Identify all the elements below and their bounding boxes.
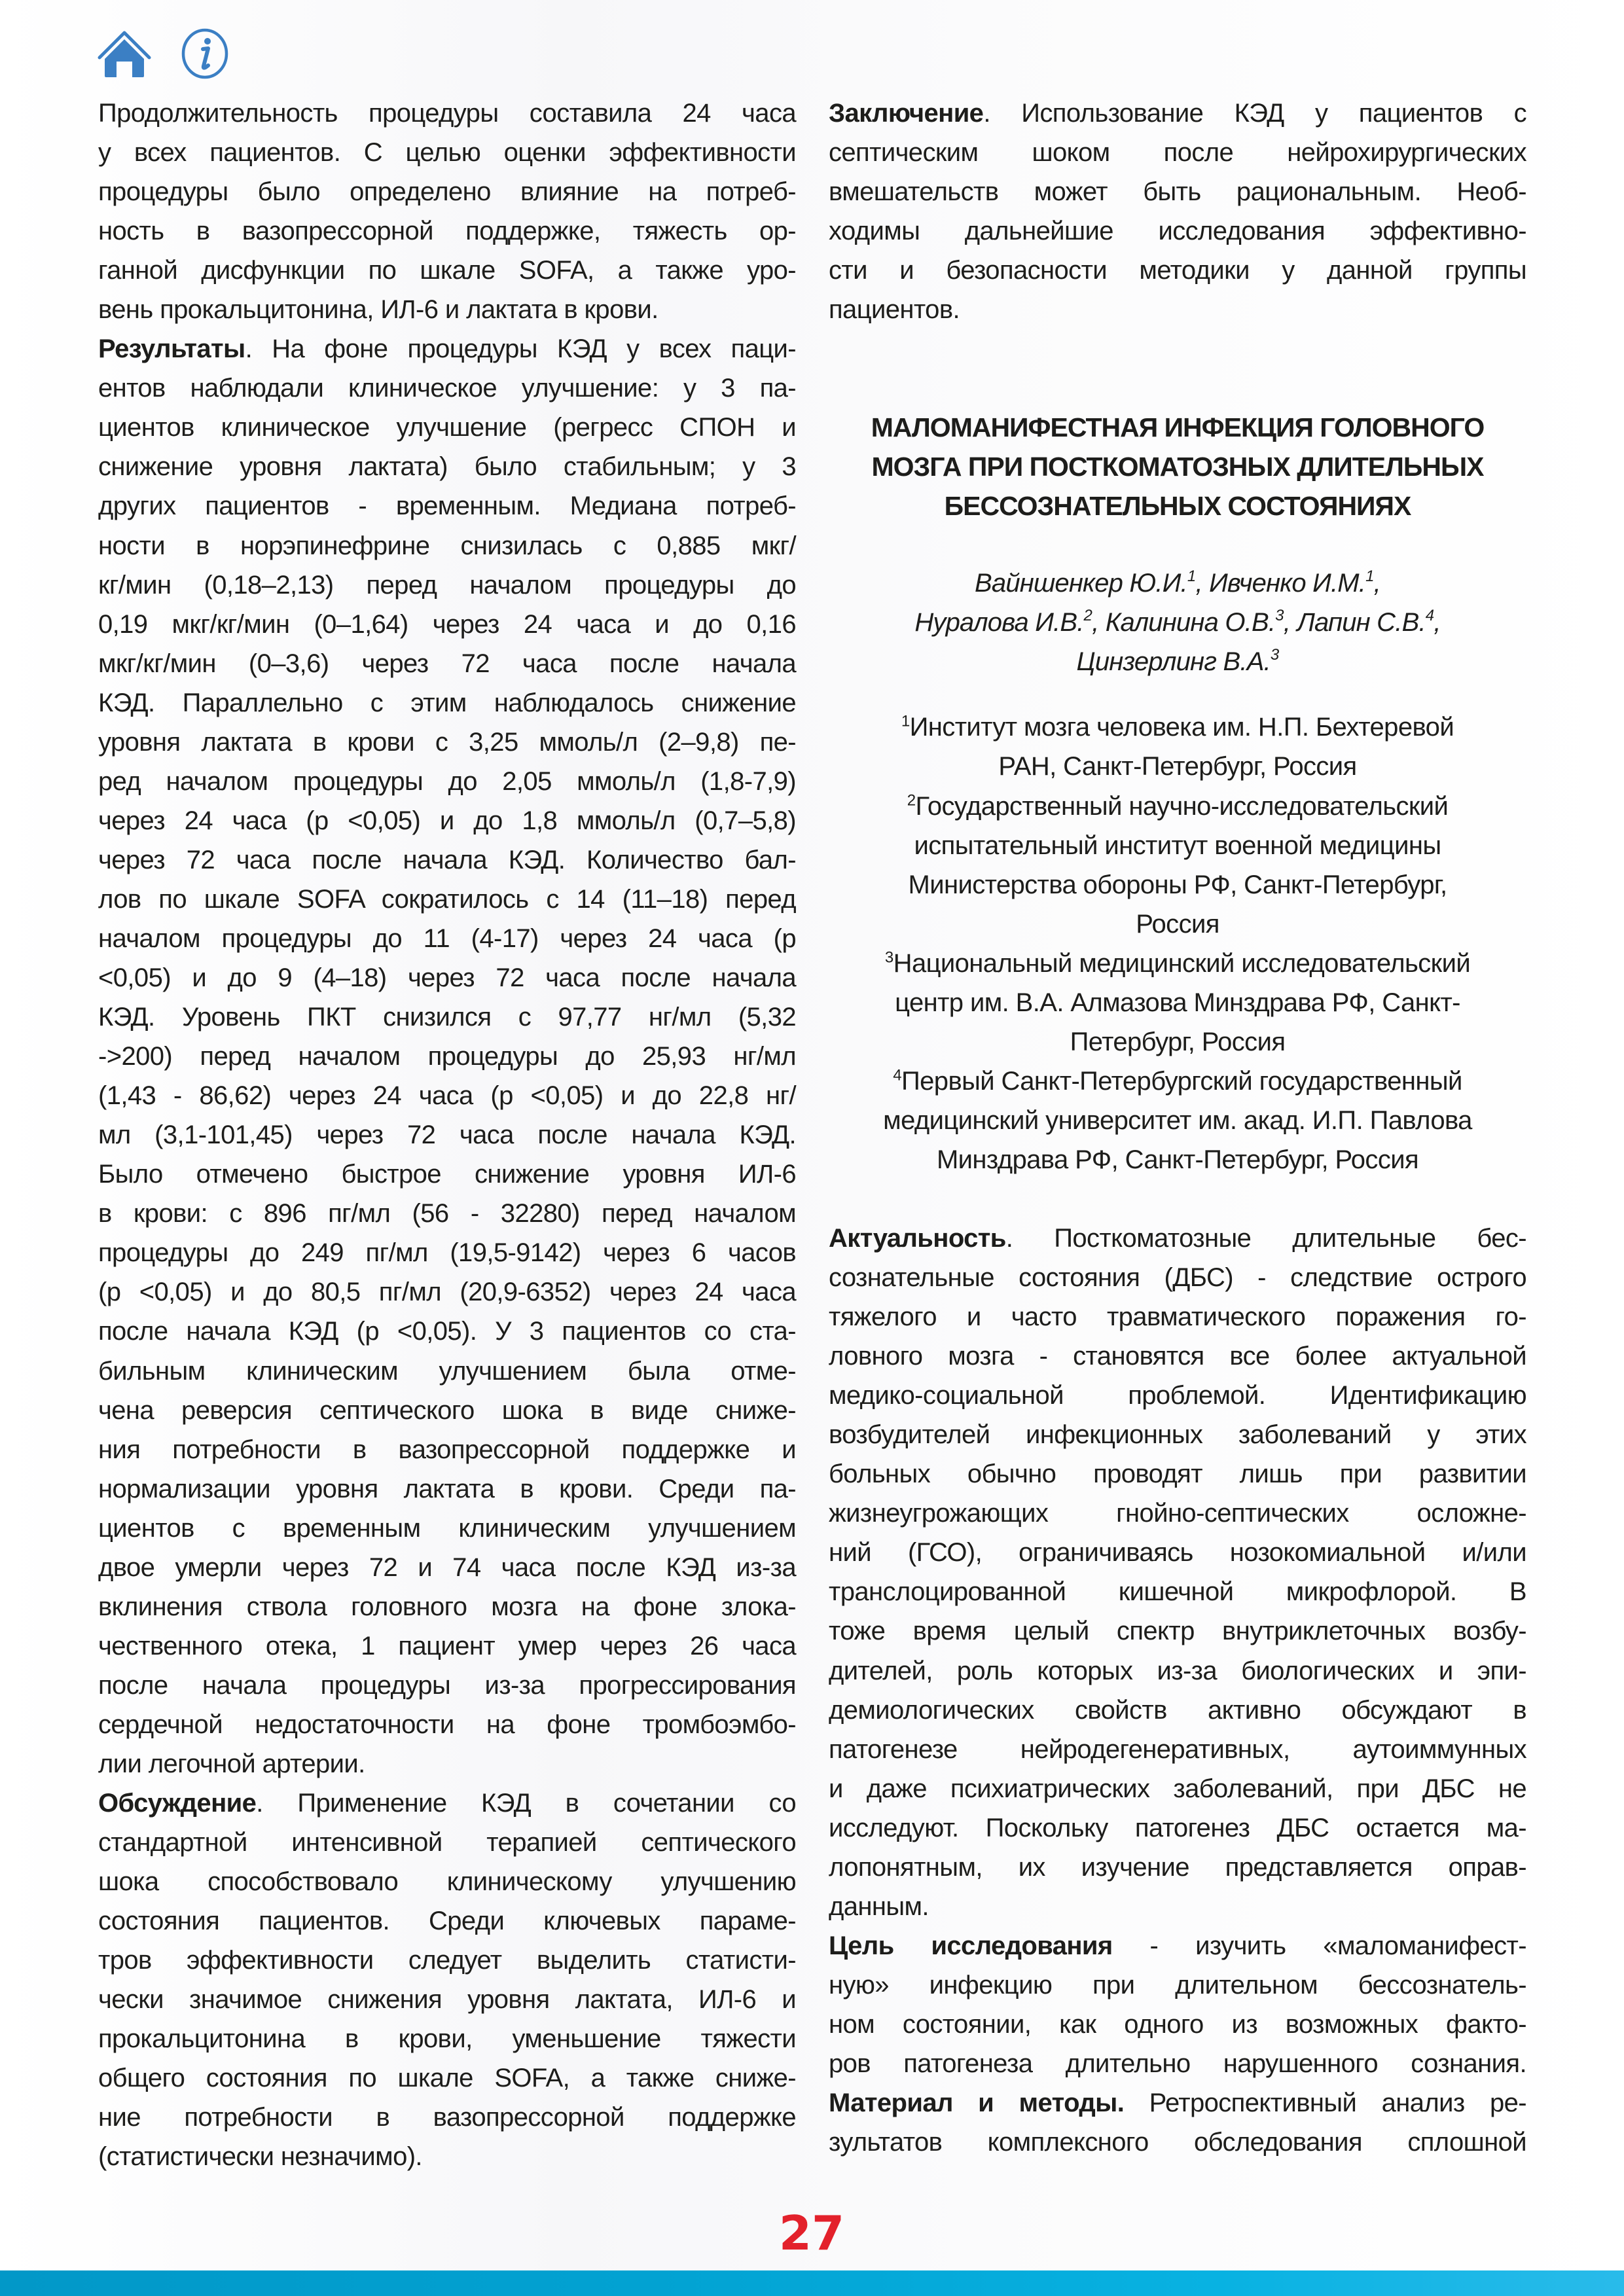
author-line — [829, 642, 1526, 681]
text-line: сердечной недостаточности на фоне тромбоэмбо- — [98, 1710, 796, 1739]
affiliation-text: Минздрава РФ, Санкт-Петербург, Россия — [936, 1145, 1419, 1174]
left-column — [98, 94, 796, 2176]
text-line: вклинения ствола головного мозга на фоне злока- — [98, 1592, 796, 1621]
text-line: бильным клиническим улучшением была отме- — [98, 1356, 796, 1386]
title-line: МАЛОМАНИФЕСТНАЯ ИНФЕКЦИЯ ГОЛОВНОГО — [871, 412, 1485, 443]
text-line: процедуры было определено влияние на потреб- — [98, 177, 796, 207]
article-body — [829, 1219, 1526, 2162]
author-line — [829, 564, 1526, 603]
text-line: общего состояния по шкале SOFA, а также сниже- — [98, 2064, 796, 2093]
text-line: ров патогенеза длительно нарушенного сознания. — [829, 2049, 1526, 2078]
text-line: прокальцитонина в крови, уменьшение тяжести — [98, 2024, 796, 2054]
text-line: <0,05) и до 9 (4–18) через 72 часа после начала — [98, 963, 796, 993]
section-heading: Актуальность — [829, 1223, 1006, 1253]
text-line: возбудителей инфекционных заболеваний у этих — [829, 1420, 1526, 1450]
affiliation-number: 2 — [907, 791, 916, 810]
affiliation-line — [829, 787, 1526, 826]
text-line: ловного мозга - становятся все более актуальной — [829, 1342, 1526, 1371]
text-line: мкг/кг/мин (0–3,6) через 72 часа после начала — [98, 649, 796, 678]
text-run: . На фоне процедуры КЭД у всех паци- — [245, 334, 796, 364]
text-line: в крови: с 896 пг/мл (56 - 32280) перед началом — [98, 1199, 796, 1229]
affiliation-text: центр им. В.А. Алмазова Минздрава РФ, Санкт- — [895, 988, 1460, 1017]
text-line — [829, 1926, 1526, 1965]
text-run: . Применение КЭД в сочетании со — [256, 1789, 796, 1818]
text-line: ходимы дальнейшие исследования эффективно- — [829, 217, 1526, 246]
page-number: 27 — [778, 2206, 845, 2261]
text-line: началом процедуры до 11 (4-17) через 24 часа (p — [98, 924, 796, 953]
right-column — [829, 94, 1526, 2162]
text-line: ную» инфекцию при длительном бессознатель- — [829, 1970, 1526, 2000]
author-name: Вайншенкер Ю.И. — [975, 569, 1187, 598]
text-line: транслоцированной кишечной микрофлорой. В — [829, 1577, 1526, 1607]
title-line: БЕССОЗНАТЕЛЬНЫХ СОСТОЯНИЯХ — [944, 491, 1411, 522]
text-line: ния потребности в вазопрессорной поддержке и — [98, 1435, 796, 1464]
affiliation-text: Государственный научно-исследовательский — [915, 791, 1449, 821]
text-line: через 24 часа (p <0,05) и до 1,8 ммоль/л (0,7–5,8) — [98, 806, 796, 835]
text-line: чественного отека, 1 пациент умер через 26 часа — [98, 1631, 796, 1660]
affiliation-text: Министерства обороны РФ, Санкт-Петербург, — [908, 870, 1447, 899]
affiliation-line — [829, 747, 1526, 786]
text-line: мл (3,1-101,45) через 72 часа после начала КЭД. — [98, 1121, 796, 1150]
text-line: (1,43 - 86,62) через 24 часа (p <0,05) и до 22,8 нг/ — [98, 1081, 796, 1111]
article-title — [829, 408, 1526, 526]
affiliation-text: Первый Санкт-Петербургский государственный — [901, 1066, 1462, 1096]
text-line: вень прокальцитонина, ИЛ-6 и лактата в крови. — [98, 295, 659, 325]
affiliation-marker: 4 — [1425, 607, 1434, 624]
text-line: лии легочной артерии. — [98, 1749, 365, 1778]
info-icon[interactable] — [179, 28, 230, 82]
affiliation-text: Институт мозга человека им. Н.П. Бехтеревой — [909, 713, 1454, 742]
separator: , — [1434, 608, 1441, 637]
text-line: тров эффективности следует выделить статисти- — [98, 1946, 796, 1975]
text-line: уровня лактата в крови с 3,25 ммоль/л (2–9,8) пе- — [98, 727, 796, 757]
conclusion-section — [829, 94, 1526, 329]
affiliation-line — [829, 1140, 1526, 1179]
text-line: ганной дисфункции по шкале SOFA, а также уро- — [98, 256, 796, 285]
text-line: ред началом процедуры до 2,05 ммоль/л (1,8-7,9) — [98, 766, 796, 796]
affiliation-number: 4 — [893, 1066, 901, 1085]
section-heading: Результаты — [98, 334, 245, 364]
text-line: демиологических свойств активно обсуждают в — [829, 1695, 1526, 1725]
affiliation-text: медицинский университет им. акад. И.П. Павлова — [883, 1105, 1472, 1135]
affiliation-text: Национальный медицинский исследовательский — [893, 948, 1471, 978]
author-name: Лапин С.В. — [1297, 608, 1426, 637]
text-line: кг/мин (0,18–2,13) перед началом процедуры до — [98, 570, 796, 600]
text-line — [829, 2083, 1526, 2123]
text-line — [829, 94, 1526, 133]
author-name: Калинина О.В. — [1105, 608, 1276, 637]
home-icon[interactable] — [97, 29, 152, 82]
text-line: КЭД. Параллельно с этим наблюдалось снижение — [98, 688, 796, 717]
section-heading: Цель исследования — [829, 1931, 1113, 1960]
affiliation-line — [829, 905, 1526, 944]
text-line: сти и безопасности методики у данной группы — [829, 256, 1526, 285]
text-line: чески значимое снижения уровня лактата, ИЛ-6 и — [98, 1985, 796, 2015]
affiliation-marker: 1 — [1365, 567, 1374, 585]
text-line: циентов с временным клиническим улучшением — [98, 1513, 796, 1543]
section-heading: Материал и методы. — [829, 2089, 1125, 2118]
text-line: циентов клиническое улучшение (регресс СПОН и — [98, 413, 796, 442]
text-line: (статистически незначимо). — [98, 2142, 422, 2172]
text-line: ентов наблюдали клиническое улучшение: у 3 па- — [98, 374, 796, 403]
text-line: тяжелого и часто травматического поражения го- — [829, 1302, 1526, 1332]
text-line: зультатов комплексного обследования сплошной — [829, 2128, 1526, 2157]
text-line: у всех пациентов. С целью оценки эффективности — [98, 138, 796, 168]
text-line: Продолжительность процедуры составила 24 часа — [98, 99, 796, 128]
text-line: (p <0,05) и до 80,5 пг/мл (20,9-6352) через 24 часа — [98, 1278, 796, 1307]
text-line: тоже время целый спектр внутриклеточных возбу- — [829, 1617, 1526, 1646]
text-line: ний (ГСО), ограничиваясь нозокомиальной и/или — [829, 1538, 1526, 1568]
text-line: ние потребности в вазопрессорной поддержке — [98, 2103, 796, 2132]
text-line: медико-социальной проблемой. Идентификацию — [829, 1381, 1526, 1410]
text-line: чена реверсия септического шока в виде сниже- — [98, 1395, 796, 1425]
text-line: через 72 часа после начала КЭД. Количество бал- — [98, 845, 796, 874]
section-heading: Обсуждение — [98, 1789, 257, 1818]
separator: , — [1092, 608, 1106, 637]
text-line: других пациентов - временным. Медиана потреб- — [98, 492, 796, 521]
text-line: процедуры до 249 пг/мл (19,5-9142) через 6 часов — [98, 1238, 796, 1268]
author-name: Ивченко И.М. — [1209, 569, 1366, 598]
text-line: ->200) перед началом процедуры до 25,93 нг/мл — [98, 1042, 796, 1071]
affiliation-marker: 1 — [1187, 567, 1196, 585]
text-line: патогенезе нейродегенеративных, аутоиммунных — [829, 1734, 1526, 1764]
text-line: после начала процедуры из-за прогрессирования — [98, 1670, 796, 1700]
author-name: Цинзерлинг В.А. — [1076, 647, 1271, 677]
text-line: данным. — [829, 1892, 929, 1921]
text-run: - изучить «маломанифест- — [1112, 1931, 1526, 1960]
text-run: . Использование КЭД у пациентов с — [983, 99, 1526, 128]
affiliation-text: испытательный институт военной медицины — [914, 831, 1441, 860]
top-navigation — [97, 29, 230, 81]
affiliation-number: 1 — [901, 713, 910, 731]
affiliation-line — [829, 708, 1526, 747]
text-line: снижение уровня лактата) было стабильным; у 3 — [98, 452, 796, 482]
text-line: больных обычно проводят лишь при развитии — [829, 1460, 1526, 1489]
text-line: сознательные состояния (ДБС) - следствие острого — [829, 1263, 1526, 1293]
affiliation-marker: 3 — [1270, 646, 1279, 664]
affiliation-line — [829, 1101, 1526, 1140]
affiliation-line — [829, 1062, 1526, 1101]
text-line: КЭД. Уровень ПКТ снизился с 97,77 нг/мл (5,32 — [98, 1003, 796, 1032]
text-line: исследуют. Поскольку патогенез ДБС остается ма- — [829, 1813, 1526, 1842]
text-line: жизнеугрожающих гнойно-септических осложне- — [829, 1499, 1526, 1528]
separator: , — [1283, 608, 1297, 637]
text-line: ном состоянии, как одного из возможных факто- — [829, 2009, 1526, 2039]
affiliations-list — [829, 708, 1526, 1179]
text-line — [98, 329, 796, 368]
affiliation-line — [829, 944, 1526, 983]
text-line: ности в норэпинефрине снизилась с 0,885 мкг/ — [98, 531, 796, 560]
text-line — [829, 1219, 1526, 1258]
text-line: нормализации уровня лактата в крови. Среди па- — [98, 1474, 796, 1503]
author-name: Нуралова И.В. — [914, 608, 1084, 637]
text-line: двое умерли через 72 и 74 часа после КЭД из-за — [98, 1552, 796, 1582]
affiliation-text: РАН, Санкт-Петербург, Россия — [998, 752, 1357, 781]
text-line — [98, 1784, 796, 1823]
section-heading: Заключение — [829, 99, 984, 128]
affiliation-text: Петербург, Россия — [1070, 1027, 1286, 1056]
affiliation-line — [829, 983, 1526, 1022]
text-line: дителей, роль которых из-за биологических и эпи- — [829, 1656, 1526, 1685]
text-line: и даже психиатрических заболеваний, при ДБС не — [829, 1774, 1526, 1803]
separator: , — [1195, 569, 1210, 598]
text-line: лов по шкале SOFA сократилось с 14 (11–18) перед — [98, 884, 796, 914]
footer-bar — [0, 2270, 1624, 2296]
affiliation-text: Россия — [1136, 909, 1219, 939]
text-line: состояния пациентов. Среди ключевых параме- — [98, 1907, 796, 1936]
text-run: . Посткоматозные длительные бес- — [1005, 1223, 1526, 1253]
authors-list — [829, 564, 1526, 681]
text-line: шока способствовало клиническому улучшению — [98, 1867, 796, 1897]
text-line: вмешательств может быть рациональным. Необ- — [829, 177, 1526, 207]
affiliation-marker: 2 — [1083, 607, 1092, 624]
author-line — [829, 603, 1526, 642]
text-line: ность в вазопрессорной поддержке, тяжесть ор- — [98, 217, 796, 246]
title-line: МОЗГА ПРИ ПОСТКОМАТОЗНЫХ ДЛИТЕЛЬНЫХ — [871, 452, 1484, 482]
affiliation-line — [829, 1022, 1526, 1062]
text-line: после начала КЭД (p <0,05). У 3 пациентов со ста- — [98, 1317, 796, 1346]
text-run: Ретроспективный анализ ре- — [1124, 2089, 1526, 2118]
affiliation-line — [829, 826, 1526, 865]
text-line: Было отмечено быстрое снижение уровня ИЛ-6 — [98, 1160, 796, 1189]
affiliation-marker: 3 — [1275, 607, 1284, 624]
text-line: септическим шоком после нейрохирургических — [829, 138, 1526, 168]
affiliation-number: 3 — [884, 948, 893, 967]
text-line: пациентов. — [829, 295, 960, 325]
affiliation-line — [829, 865, 1526, 905]
separator: , — [1373, 569, 1380, 598]
text-line: лопонятным, их изучение представляется оправ- — [829, 1852, 1526, 1882]
text-line: 0,19 мкг/кг/мин (0–1,64) через 24 часа и до 0,16 — [98, 609, 796, 639]
text-line: стандартной интенсивной терапией септического — [98, 1828, 796, 1857]
